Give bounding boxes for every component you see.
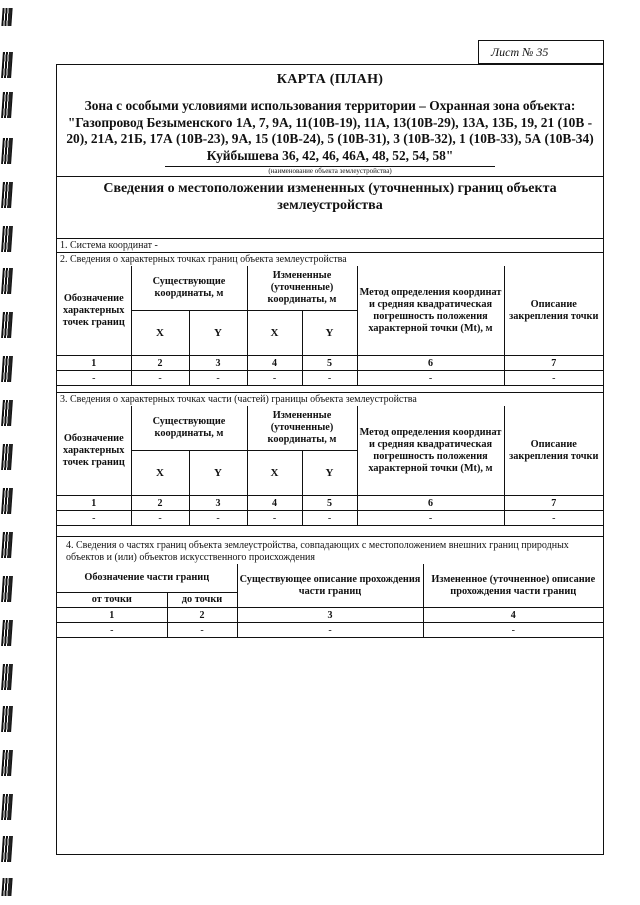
binding-mark (1, 706, 13, 732)
table-cell: - (189, 371, 247, 386)
col-y: Y (302, 311, 357, 356)
part3-table (57, 406, 603, 526)
column-number: 4 (247, 496, 302, 511)
coordinate-system: 1. Система координат - (57, 238, 603, 252)
binding-mark (1, 532, 13, 558)
binding-mark (1, 226, 13, 252)
binding-mark (1, 312, 13, 338)
binding-mark (1, 794, 13, 820)
binding-mark (1, 356, 13, 382)
table-cell: - (131, 511, 189, 526)
table-cell: - (57, 371, 131, 386)
binding-mark (1, 576, 13, 602)
col-designation: Обозначение характерных точек границ (57, 406, 131, 496)
section-title: Сведения о местоположении измененных (уточненных) границ объекта землеустройства (57, 176, 603, 218)
object-name-caption: (наименование объекта землеустройства) (165, 166, 495, 176)
col-method: Метод определения координат и средняя квадратическая погрешность положения характерной точки (Mt), м (357, 406, 504, 496)
column-number: 2 (131, 496, 189, 511)
column-number: 1 (57, 496, 131, 511)
col-description: Описание закрепления точки (504, 406, 603, 496)
col-to-point: до точки (167, 593, 237, 608)
binding-mark (1, 52, 13, 78)
table-cell: - (131, 371, 189, 386)
column-number: 6 (357, 356, 504, 371)
table-cell: - (57, 511, 131, 526)
col-changed-coords: Измененные (уточненные) координаты, м (247, 266, 357, 311)
sheet-number: Лист № 35 (478, 40, 604, 64)
col-designation: Обозначение характерных точек границ (57, 266, 131, 356)
column-number: 2 (167, 608, 237, 623)
col-y: Y (189, 311, 247, 356)
column-number: 5 (302, 496, 357, 511)
table-cell: - (247, 511, 302, 526)
table-row (57, 511, 603, 526)
part2-table (57, 266, 603, 386)
col-existing-coords: Существующие координаты, м (131, 406, 247, 451)
table-cell: - (357, 371, 504, 386)
col-x: X (247, 311, 302, 356)
binding-mark (1, 750, 13, 776)
col-existing-coords: Существующие координаты, м (131, 266, 247, 311)
column-number: 3 (237, 608, 423, 623)
table-cell: - (504, 511, 603, 526)
part2-heading: 2. Сведения о характерных точках границ объекта землеустройства (57, 252, 603, 266)
binding-mark (1, 8, 12, 26)
binding-mark (1, 488, 13, 514)
binding-mark (1, 400, 13, 426)
table-row (57, 623, 603, 638)
table-cell: - (237, 623, 423, 638)
col-from-point: от точки (57, 593, 167, 608)
binding-mark (1, 444, 13, 470)
binding-mark (1, 182, 13, 208)
part3-heading: 3. Сведения о характерных точках части (частей) границы объекта землеустройства (57, 392, 603, 406)
col-changed-description: Измененное (уточненное) описание прохождения части границ (423, 564, 603, 608)
col-x: X (247, 451, 302, 496)
table-cell: - (302, 371, 357, 386)
binding-mark (1, 620, 13, 646)
binding-mark (1, 92, 13, 118)
col-description: Описание закрепления точки (504, 266, 603, 356)
binding-holes (2, 0, 16, 905)
column-number: 4 (247, 356, 302, 371)
part4-heading: 4. Сведения о частях границ объекта землеустройства, совпадающих с местоположением внешних границ природных объектов и (или) объектов искусственного происхождения (57, 536, 603, 564)
binding-mark (1, 138, 13, 164)
document-header (57, 72, 603, 164)
table-cell: - (247, 371, 302, 386)
col-part-designation: Обозначение части границ (57, 564, 237, 593)
page-title: КАРТА (ПЛАН) (276, 72, 384, 87)
part4-table (57, 564, 603, 638)
column-number: 7 (504, 356, 603, 371)
col-y: Y (302, 451, 357, 496)
column-number: 4 (423, 608, 603, 623)
column-number: 7 (504, 496, 603, 511)
table-row (57, 371, 603, 386)
table-cell: - (167, 623, 237, 638)
binding-mark (1, 836, 13, 862)
column-number: 6 (357, 496, 504, 511)
column-numbers-row (57, 496, 603, 511)
table-cell: - (357, 511, 504, 526)
table-cell: - (423, 623, 603, 638)
binding-mark (1, 268, 13, 294)
column-number: 2 (131, 356, 189, 371)
column-numbers-row (57, 608, 603, 623)
col-changed-coords: Измененные (уточненные) координаты, м (247, 406, 357, 451)
col-y: Y (189, 451, 247, 496)
column-number: 3 (189, 356, 247, 371)
object-name: Зона с особыми условиями использования территории – Охранная зона объекта: "Газопровод Безыменского 1А, 7, 9А, 11(10В-19), 11А, 13(10В-29), 13А, 13Б, 19, 21 (10В - 20), 21А, 21Б, 17А (10В-23), 9А, 15 (10В-24), 5 (10В-31), 3 (10В-32), 1 (10В-33), 5А (10В-34) Куйбышева 36, 42, 46, 46А, 48, 52, 54, 58" (66, 98, 594, 163)
column-number: 5 (302, 356, 357, 371)
column-number: 1 (57, 608, 167, 623)
col-x: X (131, 451, 189, 496)
col-existing-description: Существующее описание прохождения части границ (237, 564, 423, 608)
table-cell: - (504, 371, 603, 386)
col-method: Метод определения координат и средняя квадратическая погрешность положения характерной точки (Mt), м (357, 266, 504, 356)
col-x: X (131, 311, 189, 356)
column-numbers-row (57, 356, 603, 371)
document-frame (56, 64, 604, 855)
table-cell: - (57, 623, 167, 638)
table-cell: - (302, 511, 357, 526)
binding-mark (1, 878, 12, 896)
binding-mark (1, 664, 13, 690)
column-number: 1 (57, 356, 131, 371)
column-number: 3 (189, 496, 247, 511)
table-cell: - (189, 511, 247, 526)
